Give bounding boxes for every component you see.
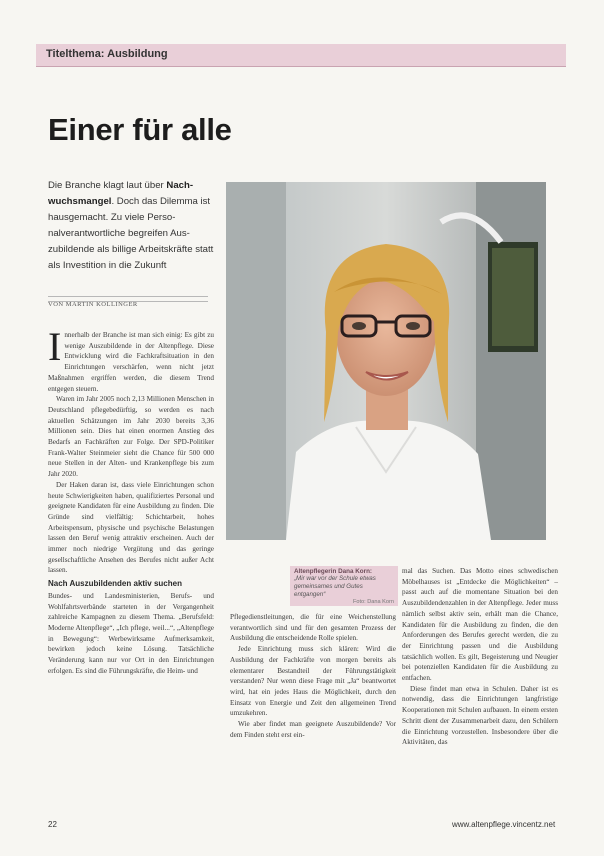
footer-url[interactable]: www.altenpflege.vincentz.net — [452, 820, 556, 829]
section-bar — [36, 44, 566, 67]
headline: Einer für alle — [48, 112, 232, 147]
col1-paragraph-4: Bundes- und Landesministerien, Berufs- und Wohlfahrtsverbände starteten in der Vergangenheit zahlreiche Kampagnen zu diesem Thema. „Berufsfeld: Moderne Altenpflege“, „Ich pflege, weil...“, „Altenpflege in Bewegung“: Werbewirksame Aufmerksamkeit, bewirken jedoch keine Lösung. Tatsächliche Veränderung kann nur vor Ort in den Einrichtungen erfolgen. Es sind die Führungskräfte, die Heim- und — [48, 591, 214, 675]
portrait-illustration — [226, 182, 546, 540]
col2-paragraph-2: Jede Einrichtung muss sich klären: Wird die Ausbildung der Fachkräfte von morgen bereits als elementarer Bestandteil der Führungstätigkeit verstanden? Nur wenn diese Frage mit „Ja“ beantwortet wird, hat ein jedes Haus die Möglichkeit, durch den Einsatz von Energie und Zeit den allgemeinen Trend umzukehren. — [230, 645, 396, 718]
portrait-photo — [226, 182, 546, 540]
caption-quote: „Mir war vor der Schule etwas gemeinsames und Gutes entgangen“ — [294, 575, 376, 598]
page-number: 22 — [48, 820, 57, 829]
byline: VON MARTIN KOLLINGER — [48, 301, 138, 308]
section-label: Titelthema: Ausbildung — [46, 48, 168, 60]
caption-role: Altenpflegerin Dana Korn: — [294, 568, 373, 575]
lead-text-1: Die Branche klagt laut über — [48, 180, 167, 191]
subheading: Nach Auszubildenden aktiv suchen — [48, 579, 182, 589]
col1-paragraph-1: nnerhalb der Branche ist man sich einig: Es gibt zu wenige Auszubildende in der Altenpflege. Diese Entwicklung wird die Fachkraftsituation in den Einrichtungen verschärfen, wenn nicht jetzt Maßnahmen ergriffen werden, die diesem Trend entgegen steuern. — [48, 331, 214, 393]
col3-paragraph-2: Diese findet man etwa in Schulen. Daher ist es notwendig, dass die Einrichtungen langfristige Kooperationen mit Schulen aufbauen. In einem ersten Schritt dient der Zusammenarbeit dazu, den Schülern die Einrichtung vorzustellen. Insbesondere über die Aktivitäten, das — [402, 684, 558, 747]
lead-paragraph — [48, 178, 216, 274]
column-2 — [230, 612, 396, 740]
drop-cap: I — [48, 324, 62, 369]
caption-author: Foto: Dana Korn — [352, 599, 394, 605]
column-3 — [402, 566, 558, 748]
photo-caption — [290, 566, 398, 606]
col1-paragraph-3: Der Haken daran ist, dass viele Einrichtungen schon heute Schwierigkeiten haben, qualifiziertes Personal und geeignete Kandidaten für eine Ausbildung zu finden. Die Gründe sind vielfältig: Schichtarbeit, hohes Arbeitspensum, physische und psychische Belastungen lassen den Beruf wenig attraktiv erscheinen. Auch der immer noch niedrige Vergütung und das geringe gesellschaftliche Ansehen des Berufes nicht außer Acht lassen. — [48, 480, 214, 575]
col3-paragraph-1: mal das Suchen. Das Motto eines schwedischen Möbelhauses ist „Entdecke die Möglichkeiten“ – passt auch auf die momentane Situation bei den Auszubildendenzahlen in der Altenpflege. Jeder muss nämlich selbst aktiv sein, erhält man die Chance, Kandidaten für die Ausbildung zu finden, die den Anforderungen des Berufes gerecht werden, die zu der Einrichtung passen und die Ausbildung tatsächlich wollen. Es gilt, Begeisterung und Neugier bei potenziellen Kandidaten für die Ausbildung zu entfachen. — [402, 567, 558, 683]
lead-bold: Nachwuchsmangel — [48, 180, 194, 207]
col1-paragraph-2: Waren im Jahr 2005 noch 2,13 Millionen Menschen in Deutschland pflegebedürftig, so werden es nach aktuellen Schätzungen im Jahr 2030 bereits 3,36 Millionen sein. Dies hat einen enormen Anstieg des Bedarfs an Fachkräften zur Folge. Der SPD-Politiker Frank-Walter Steinmeier sieht die Chance für 500 000 neue Stellen in der Alten- und Krankenpflege bis zum Jahr 2020. — [48, 395, 214, 479]
column-1 — [48, 324, 214, 677]
lead-text-2: . Doch das Dilemma ist hausgemacht. Zu viele Personalverantwortliche begreifen Auszubildende als billige Arbeitskräfte statt als Investition in die Zukunft — [48, 196, 214, 271]
col2-paragraph-3: Wie aber findet man geeignete Auszubildende? Vor dem Finden steht erst ein- — [230, 720, 396, 739]
col2-paragraph-1: Pflegedienstleitungen, die für eine Weichenstellung verantwortlich sind und für den gesamten Prozess der Ausbildung die entscheidende Rolle spielen. — [230, 613, 396, 643]
